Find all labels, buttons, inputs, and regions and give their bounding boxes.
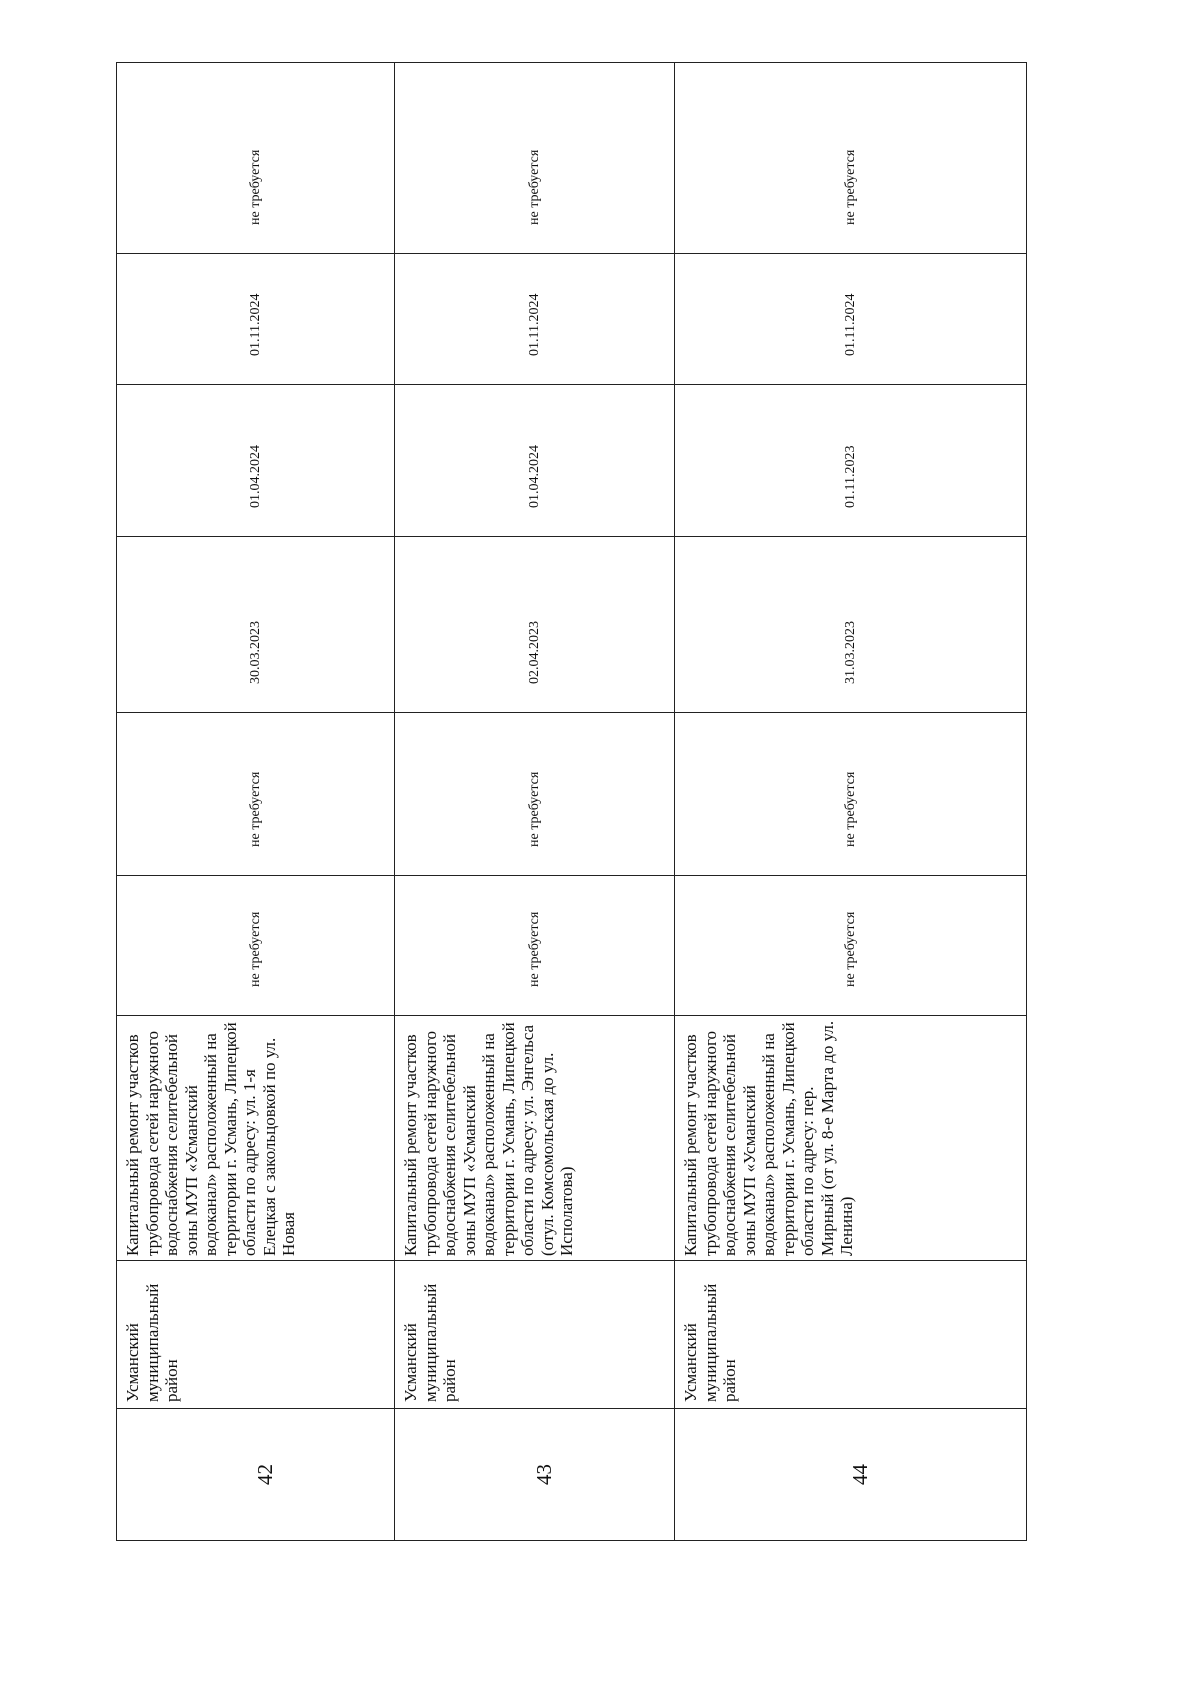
date-cell: 02.04.2023 [395, 537, 675, 713]
date-cell: 01.11.2024 [395, 254, 675, 385]
date-cell: 30.03.2023 [117, 537, 395, 713]
date-cell: 31.03.2023 [675, 537, 1027, 713]
description-cell: Капитальный ремонт участков трубопровода сетей наружного водоснабжения селитебельной зоны МУП «Усманский водоканал» расположенный на территории г. Усмань, Липецкой области по адресу: ул. 1-я Елецкая с закольцовкой по ул. Новая [117, 1016, 395, 1261]
requirement-cell: не требуется [675, 876, 1027, 1016]
row-number: 42 [117, 1409, 395, 1541]
requirement-cell: не требуется [395, 713, 675, 876]
works-table [116, 62, 1027, 1541]
requirement-cell: не требуется [117, 713, 395, 876]
description-cell: Капитальный ремонт участков трубопровода сетей наружного водоснабжения селитебельной зоны МУП «Усманский водоканал» расположенный на территории г. Усмань, Липецкой области по адресу: ул. Энгельса (отул. Комсомольская до ул. Исполатова) [395, 1016, 675, 1261]
table-row [675, 63, 1027, 1541]
requirement-cell: не требуется [117, 876, 395, 1016]
date-cell: 01.11.2023 [675, 385, 1027, 537]
date-cell: 01.11.2024 [117, 254, 395, 385]
date-cell: 01.11.2024 [675, 254, 1027, 385]
requirement-cell: не требуется [675, 63, 1027, 254]
date-cell: 01.04.2024 [117, 385, 395, 537]
region-cell: Усманский муниципальный район [117, 1261, 395, 1409]
requirement-cell: не требуется [395, 63, 675, 254]
date-cell: 01.04.2024 [395, 385, 675, 537]
region-cell: Усманский муниципальный район [395, 1261, 675, 1409]
requirement-cell: не требуется [395, 876, 675, 1016]
table-row [395, 63, 675, 1541]
requirement-cell: не требуется [117, 63, 395, 254]
row-number: 44 [675, 1409, 1027, 1541]
description-cell: Капитальный ремонт участков трубопровода сетей наружного водоснабжения селитебельной зоны МУП «Усманский водоканал» расположенный на территории г. Усмань, Липецкой области по адресу: пер. Мирный (от ул. 8-е Марта до ул. Ленина) [675, 1016, 1027, 1261]
requirement-cell: не требуется [675, 713, 1027, 876]
row-number: 43 [395, 1409, 675, 1541]
table-row [117, 63, 395, 1541]
region-cell: Усманский муниципальный район [675, 1261, 1027, 1409]
rotated-table-container [116, 63, 1026, 1541]
